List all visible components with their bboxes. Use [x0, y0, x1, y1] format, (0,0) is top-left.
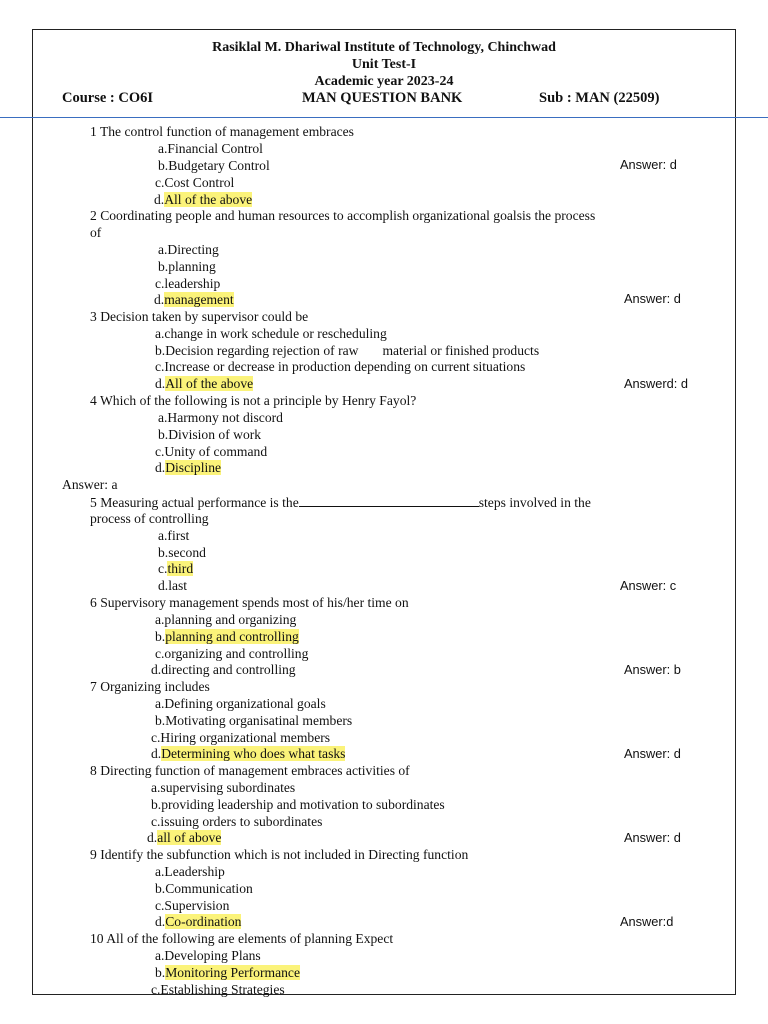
question-8-text: 8 Directing function of management embraces activities of — [90, 763, 410, 778]
q3-option-b: b.Decision regarding rejection of raw material or finished products — [155, 343, 540, 358]
q6-option-d: d.directing and controlling — [151, 662, 296, 677]
q7-option-b: b.Motivating organisatinal members — [155, 713, 353, 728]
question-2-text-cont: of — [90, 225, 102, 240]
question-9-text: 9 Identify the subfunction which is not included in Directing function — [90, 847, 469, 862]
q10-option-c: c.Establishing Strategies — [151, 982, 285, 997]
question-6-text: 6 Supervisory management spends most of his/her time on — [90, 595, 409, 610]
question-4-text: 4 Which of the following is not a principle by Henry Fayol? — [90, 393, 417, 408]
q9-option-b: b.Communication — [155, 881, 253, 896]
question-10-text: 10 All of the following are elements of planning Expect — [90, 931, 394, 946]
q2-highlighted-answer: management — [164, 292, 234, 307]
header-divider-line — [0, 117, 768, 118]
q2-option-c: c.leadership — [155, 276, 221, 291]
q9-option-c: c.Supervision — [155, 898, 230, 913]
q9-answer: Answer:d — [620, 914, 674, 929]
q3-option-c: c.Increase or decrease in production depending on current situations — [155, 359, 526, 374]
course-code: Course : CO6I — [62, 90, 154, 106]
test-name: Unit Test-I — [351, 57, 417, 72]
q3-answer: Answerd: d — [624, 376, 689, 391]
q2-option-b: b.planning — [158, 259, 216, 274]
q1-answer: Answer: d — [620, 157, 677, 172]
q4-answer: Answer: a — [62, 477, 118, 492]
q7-answer: Answer: d — [624, 746, 681, 761]
q5-option-a: a.first — [158, 528, 190, 543]
q2-option-d: d.management — [154, 292, 234, 307]
q10-highlighted-answer: Monitoring Performance — [165, 965, 300, 980]
q3-highlighted-answer: All of the above — [165, 376, 254, 391]
question-5-text-cont: process of controlling — [90, 511, 209, 526]
q4-option-b: b.Division of work — [158, 427, 262, 442]
q10-option-b: b.Monitoring Performance — [155, 965, 300, 980]
institute-name: Rasiklal M. Dhariwal Institute of Technology, Chinchwad — [212, 40, 556, 55]
subject-code: Sub : MAN (22509) — [539, 90, 660, 106]
question-7-text: 7 Organizing includes — [90, 679, 210, 694]
q6-option-c: c.organizing and controlling — [155, 646, 309, 661]
q7-option-c: c.Hiring organizational members — [151, 730, 331, 745]
question-bank-title: MAN QUESTION BANK — [302, 90, 463, 106]
q4-highlighted-answer: Discipline — [165, 460, 222, 475]
q6-answer: Answer: b — [624, 662, 681, 677]
q9-option-a: a.Leadership — [155, 864, 225, 879]
q3-option-a: a.change in work schedule or rescheduling — [155, 326, 387, 341]
q2-answer: Answer: d — [624, 291, 681, 306]
question-5-text: 5 Measuring actual performance is the steps involved in the — [90, 495, 591, 510]
q6-highlighted-answer: planning and controlling — [165, 629, 299, 644]
q7-highlighted-answer: Determining who does what tasks — [161, 746, 346, 761]
q1-highlighted-answer: All of the above — [164, 192, 253, 207]
q1-option-a: a.Financial Control — [158, 141, 263, 156]
q4-option-d: d.Discipline — [155, 460, 222, 475]
q10-option-a: a.Developing Plans — [155, 948, 261, 963]
q5-option-c: c.third — [158, 561, 194, 576]
q7-option-a: a.Defining organizational goals — [155, 696, 326, 711]
q2-option-a: a.Directing — [158, 242, 219, 257]
question-1-text: 1 The control function of management embraces — [90, 124, 354, 139]
q3-option-d: d.All of the above — [155, 376, 254, 391]
q4-option-c: c.Unity of command — [155, 444, 268, 459]
q9-highlighted-answer: Co-ordination — [165, 914, 242, 929]
question-3-text: 3 Decision taken by supervisor could be — [90, 309, 309, 324]
q9-option-d: d.Co-ordination — [155, 914, 242, 929]
q6-option-a: a.planning and organizing — [155, 612, 297, 627]
q6-option-b: b.planning and controlling — [155, 629, 299, 644]
q8-answer: Answer: d — [624, 830, 681, 845]
q1-option-b: b.Budgetary Control — [158, 158, 270, 173]
q4-option-a: a.Harmony not discord — [158, 410, 283, 425]
q1-option-d: d.All of the above — [154, 192, 253, 207]
question-2-text: 2 Coordinating people and human resources to accomplish organizational goalsis the process — [90, 208, 596, 223]
q5-highlighted-answer: third — [167, 561, 194, 576]
q8-highlighted-answer: all of above — [157, 830, 222, 845]
fill-in-blank-line — [299, 494, 479, 507]
academic-year: Academic year 2023-24 — [314, 74, 454, 89]
q8-option-c: c.issuing orders to subordinates — [151, 814, 323, 829]
q5-option-d: d.last — [158, 578, 188, 593]
q5-option-b: b.second — [158, 545, 206, 560]
q8-option-d: d.all of above — [147, 830, 222, 845]
q8-option-a: a.supervising subordinates — [151, 780, 296, 795]
q5-answer: Answer: c — [620, 578, 677, 593]
q1-option-c: c.Cost Control — [155, 175, 235, 190]
q7-option-d: d.Determining who does what tasks — [151, 746, 346, 761]
q8-option-b: b.providing leadership and motivation to subordinates — [151, 797, 445, 812]
